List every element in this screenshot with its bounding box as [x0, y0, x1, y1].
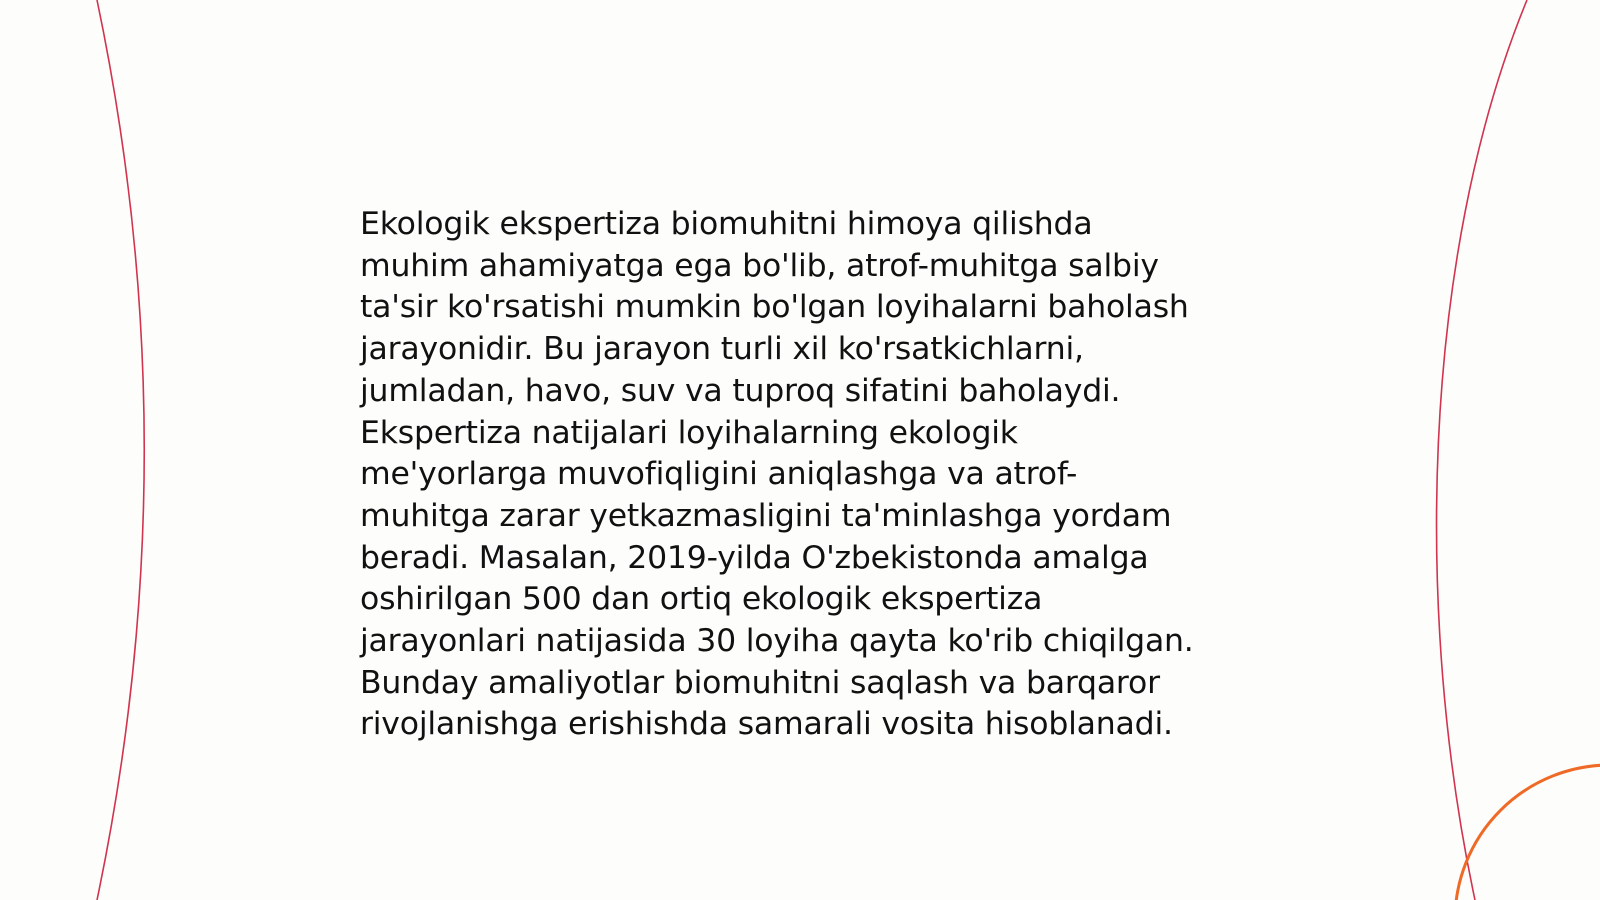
- text-line: muhim ahamiyatga ega bo'lib, atrof-muhitga salbiy: [360, 247, 1159, 284]
- orange-circle-arc: [1455, 765, 1600, 900]
- text-line: oshirilgan 500 dan ortiq ekologik ekspertiza: [360, 581, 1043, 618]
- text-line: Ekspertiza natijalari loyihalarning ekologik: [360, 414, 1018, 451]
- text-line: me'yorlarga muvofiqligini aniqlashga va atrof-: [360, 456, 1078, 493]
- left-curve: [97, 0, 144, 900]
- text-line: jarayonlari natijasida 30 loyiha qayta ko'rib chiqilgan.: [360, 623, 1194, 660]
- text-line: rivojlanishga erishishda samarali vosita hisoblanadi.: [360, 706, 1173, 743]
- text-line: jumladan, havo, suv va tuproq sifatini baholaydi.: [360, 372, 1121, 409]
- text-line: beradi. Masalan, 2019-yilda O'zbekistonda amalga: [360, 539, 1149, 576]
- body-paragraph: [360, 204, 1240, 746]
- text-line: ta'sir ko'rsatishi mumkin bo'lgan loyihalarni baholash: [360, 289, 1189, 326]
- right-curve: [1437, 0, 1527, 900]
- text-line: muhitga zarar yetkazmasligini ta'minlashga yordam: [360, 497, 1172, 534]
- text-line: Ekologik ekspertiza biomuhitni himoya qilishda: [360, 206, 1093, 242]
- text-line: jarayonidir. Bu jarayon turli xil ko'rsatkichlarni,: [360, 331, 1084, 368]
- text-line: Bunday amaliyotlar biomuhitni saqlash va barqaror: [360, 664, 1160, 701]
